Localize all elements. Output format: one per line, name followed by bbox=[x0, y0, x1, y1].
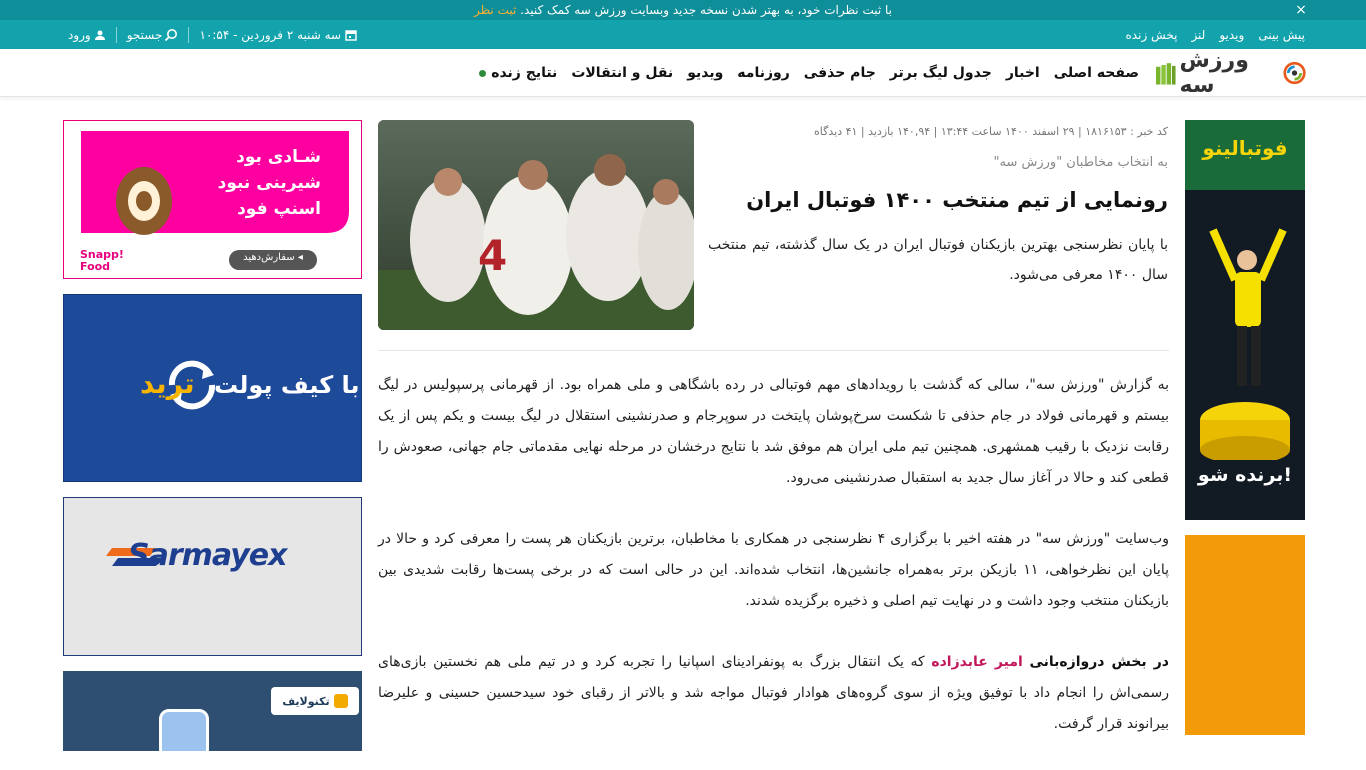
search-label: جستجو bbox=[126, 27, 163, 42]
live-dot-icon bbox=[479, 70, 486, 77]
logo-bars-icon bbox=[1156, 60, 1176, 86]
ad-snappfood[interactable] bbox=[63, 120, 362, 279]
feedback-link[interactable]: ثبت نظر bbox=[473, 3, 517, 17]
article-paragraph bbox=[378, 647, 1169, 740]
nav-item-newspaper[interactable]: روزنامه bbox=[737, 65, 790, 81]
phone-image bbox=[159, 709, 209, 751]
logo-text: ورزش سه bbox=[1179, 48, 1249, 98]
ad-sarmayex[interactable] bbox=[63, 497, 362, 656]
ad-technolife[interactable] bbox=[63, 671, 362, 751]
utility-links bbox=[1126, 20, 1305, 49]
utility-bar bbox=[0, 20, 1366, 49]
main-navigation bbox=[0, 49, 1366, 97]
ad-right-secondary[interactable] bbox=[1185, 535, 1305, 735]
team-celebration-photo bbox=[378, 120, 694, 330]
article-body bbox=[378, 370, 1169, 770]
date-text: سه شنبه ۲ فروردین - ۱۰:۵۴ bbox=[199, 27, 342, 42]
article-paragraph: به گزارش "ورزش سه"، سالی که گذشت با رویدادهای مهم فوتبالی در رده باشگاهی و ملی همراه بود. از قهرمانی پرسپولیس در لیگ بیستم و قهرمانی فولاد در جام حذفی تا شکست سرخ‌پوشان پایتخت در سوپرجام و صدرنشینی استقلال در لیگ بیست و یکم پس از یک رقابت نزدیک با رقیب همشهری. همچنین تیم ملی ایران هم موفق شد با نتایج درخشان در مرحله نهایی مقدماتی جام جهانی، صعودش را قطعی کند و حالا در آغاز سال جدید به استقبال صدرنشینی می‌رود. bbox=[378, 377, 1169, 486]
article-title: رونمایی از تیم منتخب ۱۴۰۰ فوتبال ایران bbox=[746, 188, 1168, 212]
login-button[interactable] bbox=[68, 28, 106, 42]
search-button[interactable] bbox=[127, 28, 179, 42]
nav-item-news[interactable]: اخبار bbox=[1005, 65, 1040, 81]
nav-item-video[interactable]: ویدیو bbox=[687, 65, 724, 81]
snapp-brand: Snapp! Food bbox=[80, 248, 124, 273]
ad-footballino[interactable] bbox=[1185, 120, 1305, 520]
article-divider bbox=[378, 350, 1169, 351]
nav-item-league-table[interactable]: جدول لیگ برتر bbox=[889, 65, 992, 81]
article-hero-image bbox=[378, 120, 694, 330]
wallet-brand: ترید bbox=[140, 367, 195, 400]
snapp-line-2: شیرینی نبود bbox=[217, 173, 321, 193]
ad-wallet-trade[interactable] bbox=[63, 294, 362, 482]
nav-menu bbox=[479, 49, 1139, 97]
calendar-icon bbox=[345, 29, 357, 41]
nav-item-home[interactable]: صفحه اصلی bbox=[1053, 65, 1139, 81]
date-display bbox=[199, 28, 357, 42]
article-meta: کد خبر : ۱۸۱۶۱۵۳ | ۲۹ اسفند ۱۴۰۰ ساعت ۱۳:۴۴ | ۱۴۰,۹۴ بازدید | ۴۱ دیدگاه bbox=[814, 125, 1168, 138]
player-link[interactable]: امیر عابدزاده bbox=[931, 654, 1023, 670]
wallet-text: با کیف پولت bbox=[214, 371, 360, 399]
utility-link-video[interactable]: ویدیو bbox=[1219, 27, 1245, 42]
utility-link-live[interactable]: پخش زنده bbox=[1125, 27, 1178, 42]
utility-link-lens[interactable]: لنز bbox=[1191, 27, 1206, 42]
live-results-label: نتایج زنده bbox=[491, 65, 558, 81]
snapp-line-1: شـادی بود bbox=[236, 147, 321, 167]
section-label: در بخش دروازه‌بانی bbox=[1029, 654, 1169, 670]
close-icon[interactable]: × bbox=[1295, 2, 1307, 18]
utility-tools bbox=[68, 20, 357, 49]
logo-ball-icon bbox=[1283, 60, 1306, 86]
svg-text:4: 4 bbox=[478, 231, 508, 280]
technolife-label: تکنولایف bbox=[282, 694, 330, 708]
footballino-artwork bbox=[1185, 120, 1305, 520]
nav-item-transfers[interactable]: نقل و انتقالات bbox=[571, 65, 674, 81]
announcement-bar bbox=[0, 0, 1366, 20]
nav-item-hazfi-cup[interactable]: جام حذفی bbox=[803, 65, 876, 81]
snapp-cta: سفارش‌دهید ◂ bbox=[243, 252, 303, 263]
technolife-badge bbox=[271, 687, 359, 715]
site-logo[interactable] bbox=[1156, 48, 1306, 98]
user-icon bbox=[94, 29, 106, 41]
search-icon bbox=[164, 28, 178, 42]
technolife-logo-icon bbox=[334, 694, 348, 708]
divider bbox=[188, 27, 189, 43]
article-paragraph: وب‌سایت "ورزش سه" در هفته اخیر با برگزاری ۴ نظرسنجی در همکاری با مخاطبان، برترین بازیکنان هر پست را معرفی کرد و حالا در پایان این نظرخواهی، ۱۱ بازیکن برتر به‌همراه جانشین‌ها، انتخاب شده‌اند. این در حالی است که در برخی پست‌ها رقابت شدیدی بین بازیکنان منتخب وجود داشت و در نهایت تیم اصلی و ذخیره برگزیده شدند. bbox=[378, 531, 1169, 609]
divider bbox=[116, 27, 117, 43]
utility-link-predict[interactable]: پیش بینی bbox=[1258, 27, 1305, 42]
nav-item-live-results[interactable] bbox=[479, 65, 557, 81]
sarmayex-wordmark: Sarmayex bbox=[128, 538, 287, 573]
article-lead: با پایان نظرسنجی بهترین بازیکنان فوتبال ایران در یک سال گذشته، تیم منتخب سال ۱۴۰۰ معرفی می‌شود. bbox=[708, 237, 1168, 283]
snapp-line-3: اسنپ فود bbox=[237, 199, 321, 219]
footballino-cta: برنده شو! bbox=[1197, 464, 1293, 486]
paragraph-text: که یک انتقال بزرگ به پونفرادینای اسپانیا را تجربه کرد و در تیم ملی هم نخستین بازی‌های رسمی‌اش را انجام داد با توفیق ویژه از سوی گروه‌های هوادار فوتبال مواجه شد و بالاتر از رقبای خود سیدحسین حسینی و علیرضا بیرانوند قرار گرفت. bbox=[378, 654, 1169, 732]
announcement-text: با ثبت نظرات خود، به بهتر شدن نسخه جدید وبسایت ورزش سه کمک کنید. bbox=[520, 3, 893, 17]
login-label: ورود bbox=[68, 27, 91, 42]
footballino-title: فوتبالینو bbox=[1202, 136, 1288, 160]
article-kicker: به انتخاب مخاطبان "ورزش سه" bbox=[993, 155, 1168, 170]
